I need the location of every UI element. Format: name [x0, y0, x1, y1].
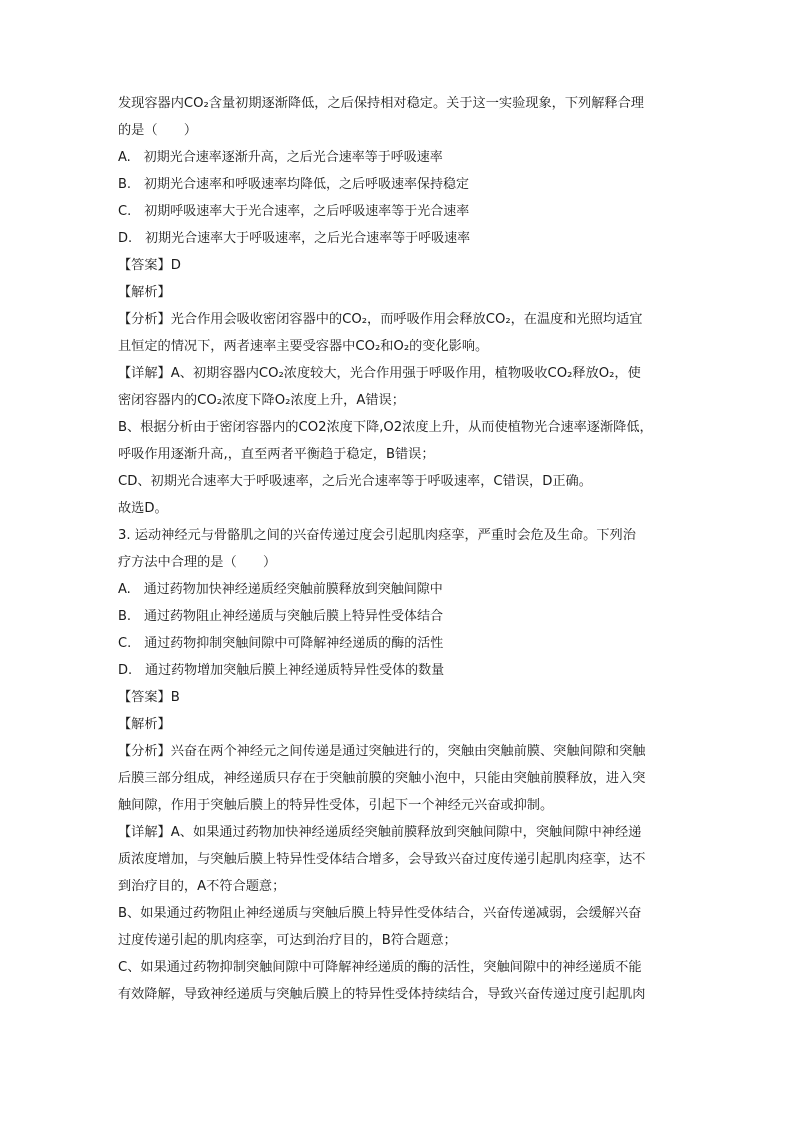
- q2-answer: [118, 252, 688, 279]
- fenxi-text: 光合作用会吸收密闭容器中的CO₂，而呼吸作用会释放CO₂，在温度和光照均适宜: [170, 312, 643, 327]
- answer-label: 【答案】: [118, 258, 171, 273]
- q2-jiexi-heading: 【解析】: [118, 285, 171, 300]
- fenxi-label: 【分析】: [118, 312, 171, 327]
- q3-fenxi-line-2: 后膜三部分组成，神经递质只存在于突触前膜的突触小泡中，只能由突触前膜释放，进入突: [118, 771, 646, 786]
- xiangjie-text: A、如果通过药物加快神经递质经突触前膜释放到突触间隙中，突触间隙中神经递: [170, 825, 642, 840]
- q3-a-explain-line-2: 质浓度增加，与突触后膜上特异性受体结合增多，会导致兴奋过度传递引起肌肉痉挛，达不: [118, 852, 646, 867]
- xiangjie-label: 【详解】: [118, 366, 171, 381]
- q2-b-explain-line-2: 呼吸作用逐渐升高,，直至两者平衡趋于稳定，B错误；: [118, 447, 435, 462]
- q3-option-b: B. 通过药物阻止神经递质与突触后膜上特异性受体结合: [118, 609, 444, 624]
- q2-option-b: B. 初期光合速率和呼吸速率均降低，之后呼吸速率保持稳定: [118, 177, 470, 192]
- answer-value: B: [170, 690, 180, 705]
- q2-b-explain-line-1: B、根据分析由于密闭容器内的CO2浓度下降,O2浓度上升，从而使植物光合速率逐渐降低，: [118, 420, 653, 435]
- q3-option-c: C. 通过药物抑制突触间隙中可降解神经递质的酶的活性: [118, 636, 444, 651]
- q2-option-a: A. 初期光合速率逐渐升高，之后光合速率等于呼吸速率: [118, 150, 443, 165]
- answer-value: D: [170, 258, 181, 273]
- q3-stem-line-2: 疗方法中合理的是（ ）: [118, 555, 277, 570]
- q2-xiangjie-line-1: [118, 360, 688, 387]
- fenxi-label: 【分析】: [118, 744, 171, 759]
- q2-stem-line-1: 发现容器内CO₂含量初期逐渐降低，之后保持相对稳定。关于这一实验现象，下列解释合理: [118, 96, 644, 111]
- q3-a-explain-line-3: 到治疗目的，A不符合题意；: [118, 879, 286, 894]
- q2-fenxi-line-2: 且恒定的情况下，两者速率主要受容器中CO₂和O₂的变化影响。: [118, 339, 489, 354]
- q2-conclusion: 故选D。: [118, 501, 168, 516]
- q3-option-a: A. 通过药物加快神经递质经突触前膜释放到突触间隙中: [118, 582, 443, 597]
- q3-c-explain-line-2: 有效降解，导致神经递质与突触后膜上的特异性受体持续结合，导致兴奋传递过度引起肌肉: [118, 987, 646, 1002]
- answer-label: 【答案】: [118, 690, 171, 705]
- q3-c-explain-line-1: C、如果通过药物抑制突触间隙中可降解神经递质的酶的活性，突触间隙中的神经递质不能: [118, 960, 642, 975]
- q3-answer: [118, 684, 688, 711]
- q2-stem-line-2: 的是（ ）: [118, 123, 198, 138]
- page-content: [118, 90, 688, 1008]
- q3-jiexi-heading: 【解析】: [118, 717, 171, 732]
- q2-xiangjie-line-2: 密闭容器内的CO₂浓度下降O₂浓度上升，A错误；: [118, 393, 405, 408]
- q3-b-explain-line-1: B、如果通过药物阻止神经递质与突触后膜上特异性受体结合，兴奋传递减弱，会缓解兴奋: [118, 906, 642, 921]
- fenxi-text: 兴奋在两个神经元之间传递是通过突触进行的，突触由突触前膜、突触间隙和突触: [170, 744, 646, 759]
- q2-fenxi-line-1: [118, 306, 688, 333]
- q3-fenxi-line-1: [118, 738, 688, 765]
- xiangjie-label: 【详解】: [118, 825, 171, 840]
- q3-stem-line-1: 3. 运动神经元与骨骼肌之间的兴奋传递过度会引起肌肉痉挛，严重时会危及生命。下列治: [118, 528, 636, 543]
- q2-cd-explain-line: CD、初期光合速率大于呼吸速率，之后光合速率等于呼吸速率，C错误，D正确。: [118, 474, 592, 489]
- q2-option-d: D. 初期光合速率大于呼吸速率，之后光合速率等于呼吸速率: [118, 231, 471, 246]
- q3-xiangjie-line-1: [118, 819, 688, 846]
- xiangjie-text: A、初期容器内CO₂浓度较大，光合作用强于呼吸作用，植物吸收CO₂释放O₂，使: [170, 366, 641, 381]
- q2-option-c: C. 初期呼吸速率大于光合速率，之后呼吸速率等于光合速率: [118, 204, 470, 219]
- q3-fenxi-line-3: 触间隙，作用于突触后膜上的特异性受体，引起下一个神经元兴奋或抑制。: [118, 798, 554, 813]
- q3-b-explain-line-2: 过度传递引起的肌肉痉挛，可达到治疗目的，B符合题意；: [118, 933, 457, 948]
- q3-option-d: D. 通过药物增加突触后膜上神经递质特异性受体的数量: [118, 663, 445, 678]
